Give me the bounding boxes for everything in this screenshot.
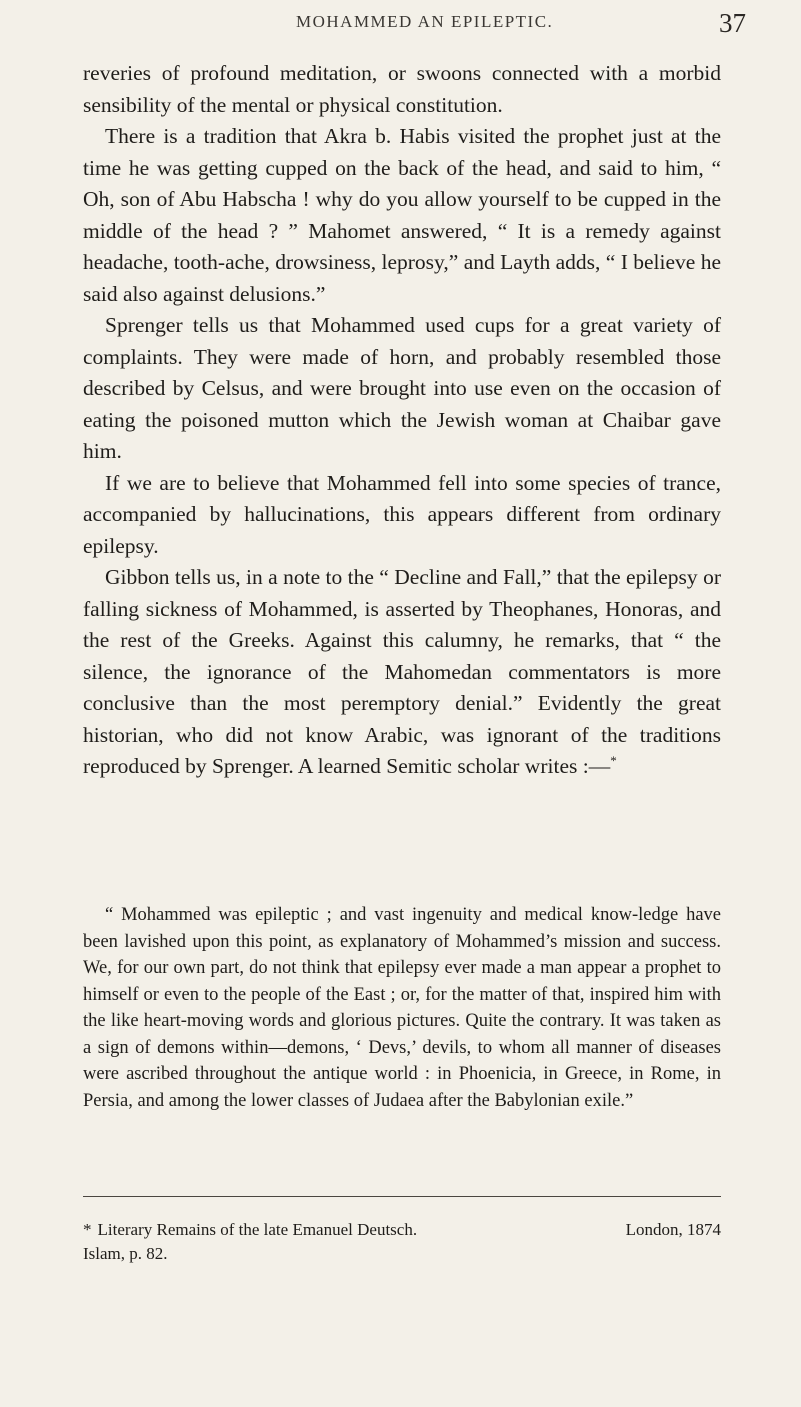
paragraph-3: Sprenger tells us that Mohammed used cups for a great variety of complaints. They were made of horn, and probably resembled those described by Celsus, and were brought into use even on the occasion of eating the poisoned mutton which the Jewish woman at Chaibar gave him. <box>83 313 721 463</box>
block-quote: “ Mohammed was epileptic ; and vast ingenuity and medical know-ledge have been lavished upon this point, as explanatory of Mohammed’s mission and success. We, for our own part, do not think that epilepsy ever made a man appear a prophet to himself or even to the people of the East ; or, for the matter of that, inspired him with the like heart-moving words and glorious pictures. Quite the contrary. It was taken as a sign of demons within—demons, ‘ Devs,’ devils, to whom all manner of diseases were ascribed throughout the antique world : in Phoenicia, in Greece, in Rome, in Persia, and among the lower classes of Judaea after the Babylonian exile.” <box>83 905 721 1111</box>
footnote-text: Literary Remains of the late Emanuel Deutsch. <box>97 1220 418 1239</box>
paragraph-5 <box>83 562 721 783</box>
footnote-divider <box>83 1196 721 1197</box>
page-header <box>0 8 801 42</box>
paragraph-5-text: Gibbon tells us, in a note to the “ Decline and Fall,” that the epilepsy or falling sickness of Mohammed, is asserted by Theophanes, Honoras, and the rest of the Greeks. Against this calumny, he remarks, that “ the silence, the ignorance of the Mahomedan commentators is more conclusive than the most peremptory denial.” Evidently the great historian, who did not know Arabic, was ignorant of the traditions reproduced by Sprenger. A learned Semitic scholar writes :— <box>83 565 721 778</box>
footnote-line-2: Islam, p. 82. <box>83 1244 168 1263</box>
footnote-line-1 <box>83 1218 721 1242</box>
paragraph-4: If we are to believe that Mohammed fell into some species of trance, accompanied by hallucinations, this appears different from ordinary epilepsy. <box>83 470 721 558</box>
paragraph-1: reveries of profound meditation, or swoons connected with a morbid sensibility of the mental or physical constitution. <box>83 61 721 117</box>
running-head: MOHAMMED AN EPILEPTIC. <box>296 12 554 31</box>
page-number: 37 <box>719 8 746 38</box>
body-text <box>83 58 721 783</box>
footnote <box>83 1218 721 1266</box>
paragraph-2: There is a tradition that Akra b. Habis visited the prophet just at the time he was getting cupped on the back of the head, and said to him, “ Oh, son of Abu Habscha ! why do you allow yourself to be cupped in the middle of the head ? ” Mahomet answered, “ It is a remedy against headache, tooth-ache, drowsiness, leprosy,” and Layth adds, “ I believe he said also against delusions.” <box>83 124 721 306</box>
footnote-reference[interactable]: * <box>610 752 617 768</box>
footnote-marker: * <box>83 1220 92 1239</box>
footnote-city: London, 1874 <box>625 1220 721 1239</box>
